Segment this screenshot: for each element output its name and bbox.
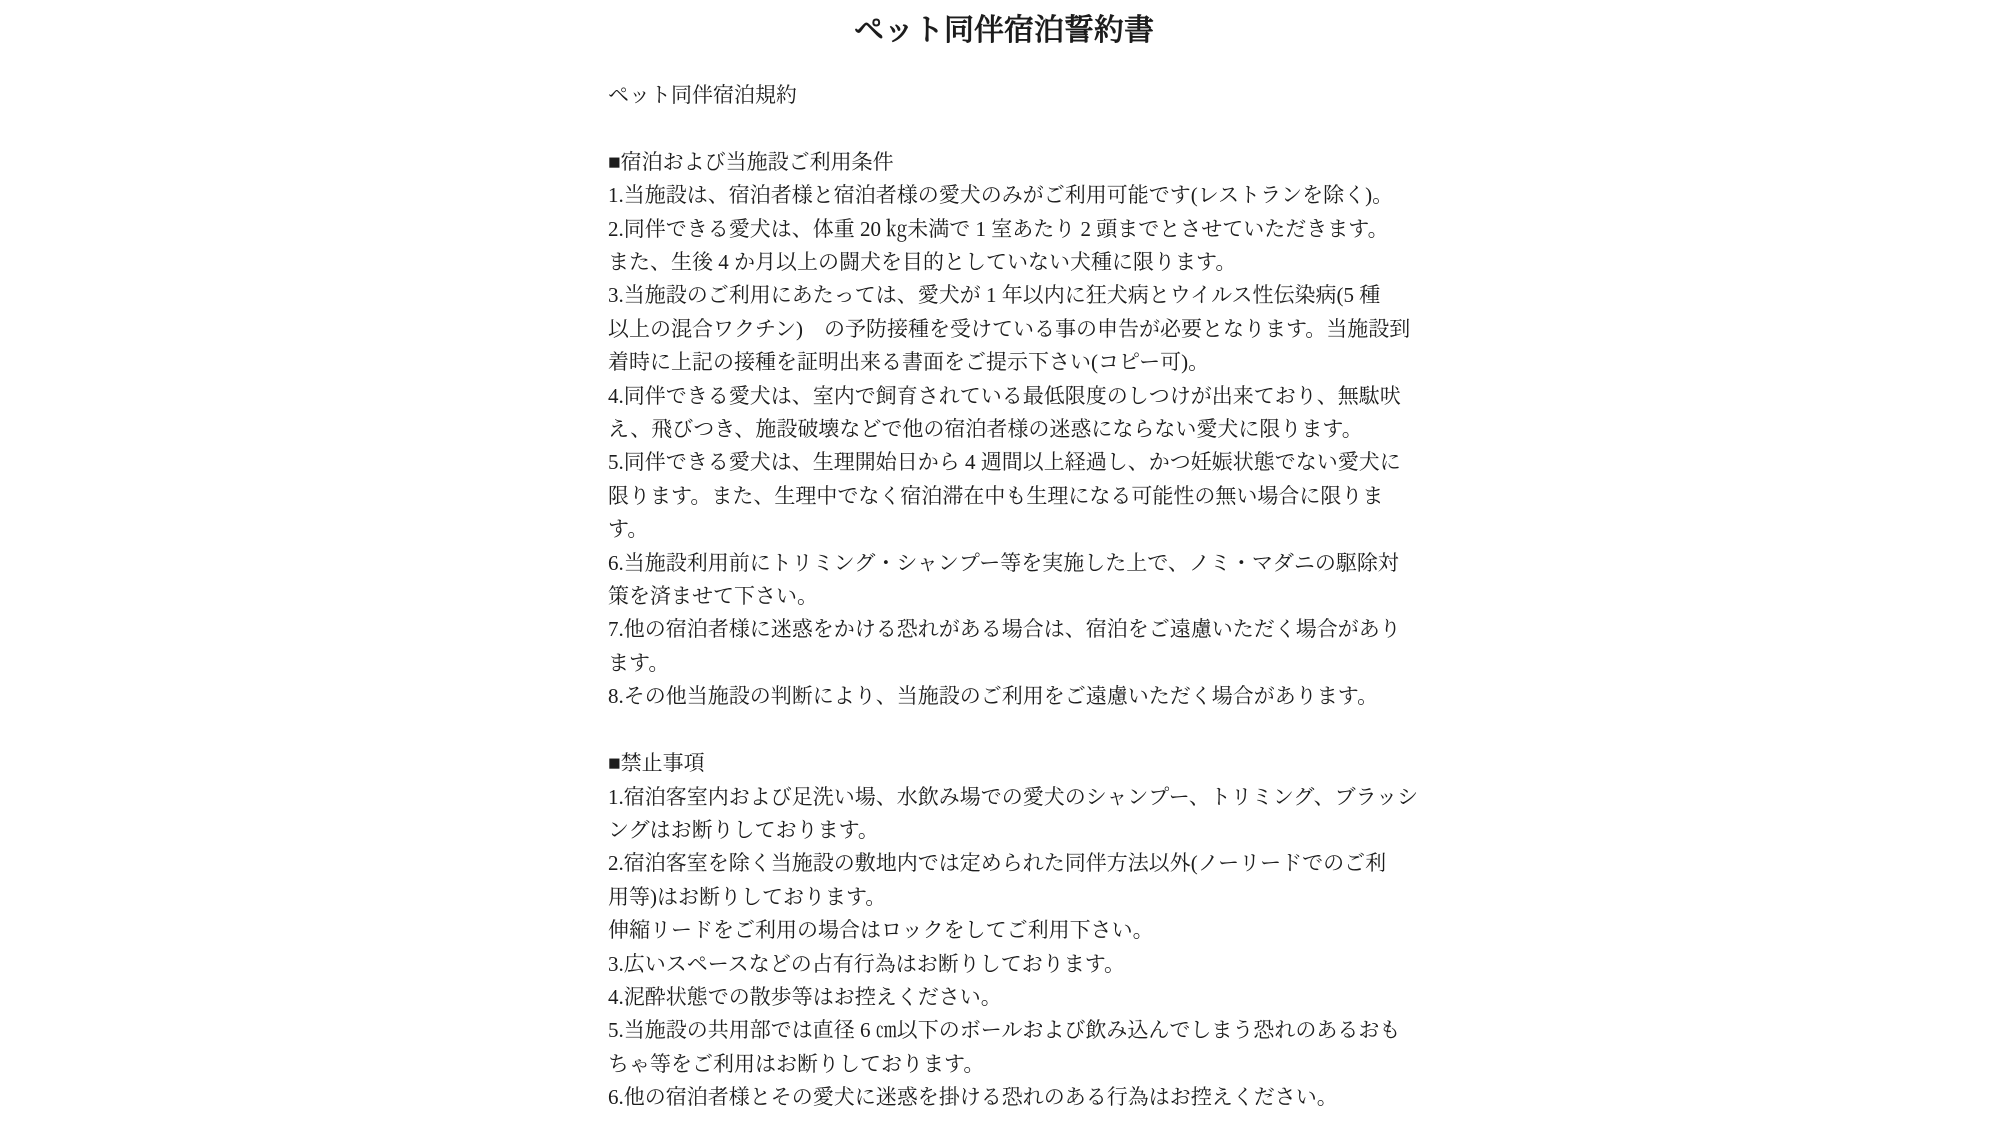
document-title: ペット同伴宿泊誓約書	[854, 14, 1154, 47]
text-line: 1.当施設は、宿泊者様と宿泊者様の愛犬のみがご利用可能です(レストランを除く)。	[608, 183, 1394, 208]
text-line: 6.当施設利用前にトリミング・シャンプー等を実施した上で、ノミ・マダニの駆除対	[608, 550, 1399, 575]
section-heading: ■宿泊および当施設ご利用条件	[608, 149, 894, 174]
text-line: ます。	[608, 650, 670, 675]
text-line: え、飛びつき、施設破壊などで他の宿泊者様の迷惑にならない愛犬に限ります。	[608, 417, 1363, 442]
text-line: 4.泥酔状態での散歩等はお控えください。	[608, 984, 1002, 1009]
text-line: 3.当施設のご利用にあたっては、愛犬が 1 年以内に狂犬病とウイルス性伝染病(5 種	[608, 283, 1381, 308]
text-line: 伸縮リードをご利用の場合はロックをしてご利用下さい。	[608, 918, 1154, 943]
text-line: 2.同伴できる愛犬は、体重 20 ㎏未満で 1 室あたり 2 頭までとさせていただきます。	[608, 216, 1389, 241]
text-line: 3.広いスペースなどの占有行為はお断りしております。	[608, 951, 1126, 976]
text-line: 6.他の宿泊者様とその愛犬に迷惑を掛ける恐れのある行為はお控えください。	[608, 1085, 1338, 1110]
text-line: 5.同伴できる愛犬は、生理開始日から 4 週間以上経過し、かつ妊娠状態でない愛犬に	[608, 450, 1401, 475]
text-line: ちゃ等をご利用はお断りしております。	[608, 1051, 985, 1076]
text-line: 4.同伴できる愛犬は、室内で飼育されている最低限度のしつけが出来ており、無駄吠	[608, 383, 1401, 408]
document-page	[608, 0, 1419, 1115]
text-line: 7.他の宿泊者様に迷惑をかける恐れがある場合は、宿泊をご遠慮いただく場合があり	[608, 617, 1401, 642]
text-line: 8.その他当施設の判断により、当施設のご利用をご遠慮いただく場合があります。	[608, 684, 1379, 709]
text-line: 用等)はお断りしております。	[608, 884, 887, 909]
text-line: また、生後 4 か月以上の闘犬を目的としていない犬種に限ります。	[608, 250, 1237, 275]
text-line: 限ります。また、生理中でなく宿泊滞在中も生理になる可能性の無い場合に限りま	[608, 483, 1384, 508]
section-heading: ■禁止事項	[608, 751, 705, 776]
text-line: 5.当施設の共用部では直径 6 ㎝以下のボールおよび飲み込んでしまう恐れのあるおも	[608, 1018, 1401, 1043]
text-line: 1.宿泊客室内および足洗い場、水飲み場での愛犬のシャンプー、トリミング、ブラッシ	[608, 784, 1419, 809]
text-line: 策を済ませて下さい。	[608, 584, 818, 609]
document-section	[608, 747, 1419, 1114]
text-line: 以上の混合ワクチン) の予防接種を受けている事の申告が必要となります。当施設到	[608, 316, 1411, 341]
document-body	[608, 146, 1419, 1115]
text-line: 着時に上記の接種を証明出来る書面をご提示下さい(コピー可)。	[608, 350, 1210, 375]
document-section	[608, 146, 1411, 714]
text-line: ングはお断りしております。	[608, 817, 879, 842]
text-line: 2.宿泊客室を除く当施設の敷地内では定められた同伴方法以外(ノーリードでのご利	[608, 851, 1387, 876]
text-line: す。	[608, 517, 649, 542]
document-subtitle: ペット同伴宿泊規約	[608, 83, 797, 107]
